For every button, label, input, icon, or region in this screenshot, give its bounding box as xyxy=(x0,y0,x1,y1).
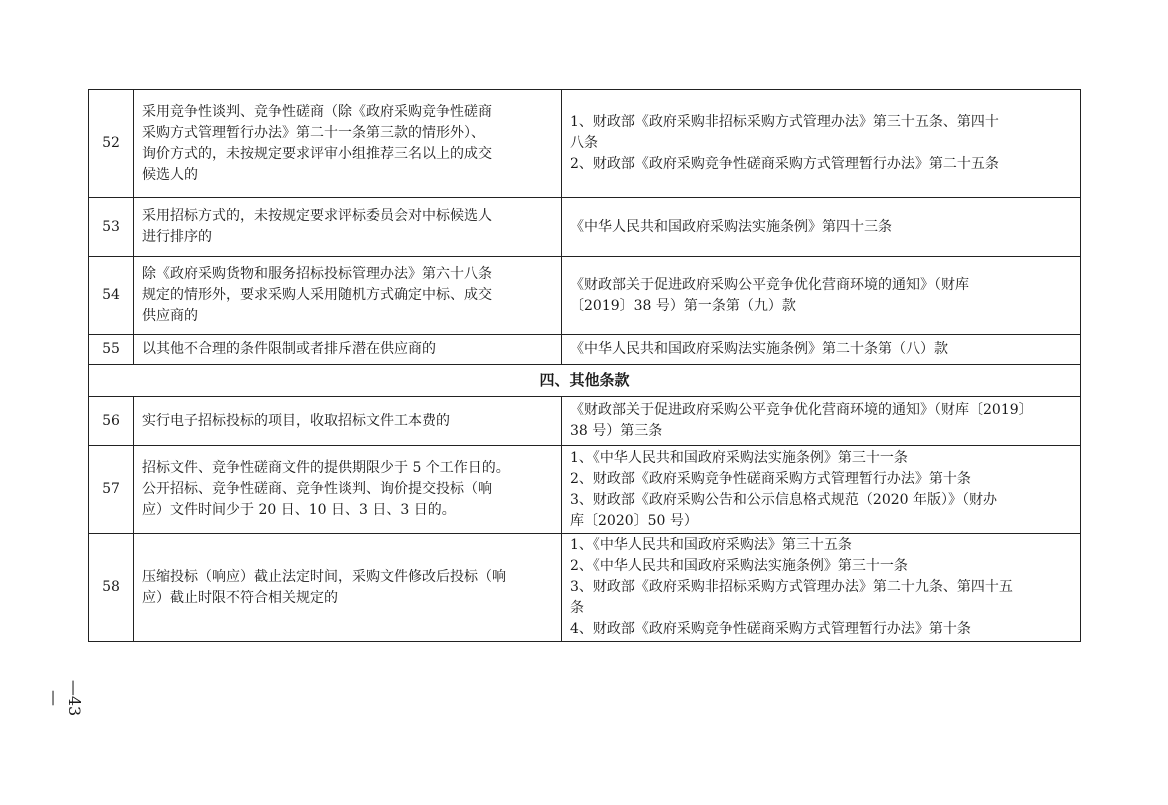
row-number: 55 xyxy=(89,335,134,365)
text-line: 〔2019〕38 号）第一条第（九）款 xyxy=(570,297,796,314)
text-line: 1、《中华人民共和国政府采购法》第三十五条 xyxy=(570,537,852,553)
text-line: 《中华人民共和国政府采购法实施条例》第四十三条 xyxy=(570,218,892,235)
row-number: 56 xyxy=(89,397,134,446)
text-line: 3、财政部《政府采购公告和公示信息格式规范（2020 年版）》（财办 xyxy=(570,491,997,508)
table-row xyxy=(89,90,1081,198)
text-line: 候选人的 xyxy=(142,166,198,183)
violation-content xyxy=(134,198,562,257)
text-line: 采购方式管理暂行办法》第二十一条第三款的情形外）、 xyxy=(142,124,485,141)
table-row xyxy=(89,397,1081,446)
text-line: 3、财政部《政府采购非招标采购方式管理办法》第二十九条、第四十五 xyxy=(570,579,1013,595)
text-line: 应）文件时间少于 20 日、10 日、3 日、3 日的。 xyxy=(142,502,456,518)
text-line: 《财政部关于促进政府采购公平竞争优化营商环境的通知》（财库 xyxy=(570,276,969,293)
table-row xyxy=(89,335,1081,365)
text-line: 《中华人民共和国政府采购法实施条例》第二十条第（八）款 xyxy=(570,341,948,357)
row-number: 54 xyxy=(89,257,134,335)
row-number: 57 xyxy=(89,446,134,534)
text-line: 八条 xyxy=(570,135,598,151)
table-row xyxy=(89,198,1081,257)
text-line: 以其他不合理的条件限制或者排斥潜在供应商的 xyxy=(142,341,436,357)
text-line: 压缩投标（响应）截止法定时间，采购文件修改后投标（响 xyxy=(142,568,506,585)
violation-content xyxy=(134,534,562,642)
text-line: 1、《中华人民共和国政府采购法实施条例》第三十一条 xyxy=(570,449,908,466)
legal-basis xyxy=(562,446,1081,534)
text-line: 38 号）第三条 xyxy=(570,423,663,439)
text-line: 库〔2020〕50 号） xyxy=(570,512,698,529)
legal-basis xyxy=(562,335,1081,365)
section-title: 四、其他条款 xyxy=(89,365,1081,397)
page-number: —43— xyxy=(45,679,84,717)
text-line: 应）截止时限不符合相关规定的 xyxy=(142,589,338,606)
regulation-table xyxy=(88,89,1081,642)
row-number: 58 xyxy=(89,534,134,642)
text-line: 2、财政部《政府采购竞争性磋商采购方式管理暂行办法》第十条 xyxy=(570,470,971,487)
text-line: 2、《中华人民共和国政府采购法实施条例》第三十一条 xyxy=(570,558,908,574)
text-line: 采用招标方式的，未按规定要求评标委员会对中标候选人 xyxy=(142,208,492,224)
violation-content xyxy=(134,446,562,534)
legal-basis xyxy=(562,257,1081,335)
text-line: 实行电子招标投标的项目，收取招标文件工本费的 xyxy=(142,412,450,429)
text-line: 规定的情形外，要求采购人采用随机方式确定中标、成交 xyxy=(142,287,492,303)
legal-basis xyxy=(562,397,1081,446)
text-line: 《财政部关于促进政府采购公平竞争优化营商环境的通知》（财库〔2019〕 xyxy=(570,402,1033,418)
table-row xyxy=(89,446,1081,534)
text-line: 1、财政部《政府采购非招标采购方式管理办法》第三十五条、第四十 xyxy=(570,114,999,130)
violation-content xyxy=(134,90,562,198)
text-line: 供应商的 xyxy=(142,308,198,324)
row-number: 52 xyxy=(89,90,134,198)
legal-basis xyxy=(562,198,1081,257)
table-row xyxy=(89,534,1081,642)
text-line: 公开招标、竞争性磋商、竞争性谈判、询价提交投标（响 xyxy=(142,481,492,497)
text-line: 条 xyxy=(570,600,584,616)
section-header-row xyxy=(89,365,1081,397)
text-line: 招标文件、竞争性磋商文件的提供期限少于 5 个工作日的。 xyxy=(142,460,510,476)
legal-basis xyxy=(562,534,1081,642)
text-line: 2、财政部《政府采购竞争性磋商采购方式管理暂行办法》第二十五条 xyxy=(570,156,999,172)
text-line: 询价方式的，未按规定要求评审小组推荐三名以上的成交 xyxy=(142,145,492,162)
row-number: 53 xyxy=(89,198,134,257)
text-line: 采用竞争性谈判、竞争性磋商（除《政府采购竞争性磋商 xyxy=(142,103,492,120)
violation-content xyxy=(134,335,562,365)
text-line: 4、财政部《政府采购竞争性磋商采购方式管理暂行办法》第十条 xyxy=(570,621,971,637)
text-line: 进行排序的 xyxy=(142,229,212,245)
violation-content xyxy=(134,397,562,446)
violation-content xyxy=(134,257,562,335)
table-row xyxy=(89,257,1081,335)
legal-basis xyxy=(562,90,1081,198)
text-line: 除《政府采购货物和服务招标投标管理办法》第六十八条 xyxy=(142,266,492,282)
